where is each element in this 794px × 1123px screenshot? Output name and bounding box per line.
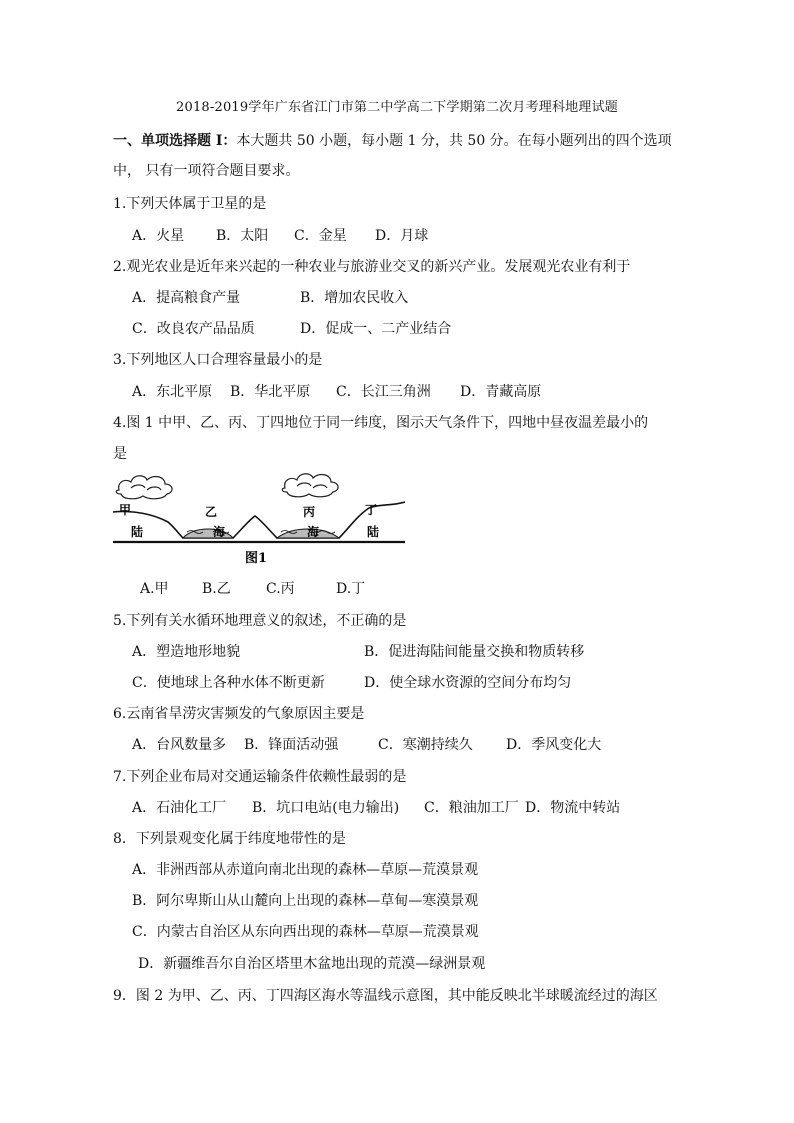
question-7-option-b: B．坑口电站(电力输出)	[252, 800, 400, 816]
question-5-option-c: C．使地球上各种水体不断更新	[132, 675, 325, 691]
question-3-option-a: A．东北平原	[132, 384, 213, 400]
question-4-option-b: B.乙	[202, 581, 231, 597]
question-2-stem: 2.观光农业是近年来兴起的一种农业与旅游业交叉的新兴产业。发展观光农业有利于	[113, 259, 631, 275]
question-8-option-b: B．阿尔卑斯山从山麓向上出现的森林—草甸—寒漠景观	[132, 893, 479, 909]
question-2-option-a: A．提高粮食产量	[132, 290, 241, 306]
question-8-stem: 8．下列景观变化属于纬度地带性的是	[113, 831, 346, 847]
question-5-stem: 5.下列有关水循环地理意义的叙述，不正确的是	[113, 613, 407, 629]
section-intro-line-1	[113, 130, 672, 150]
question-5-option-b: B．促进海陆间能量交换和物质转移	[364, 644, 585, 660]
question-8-option-c: C．内蒙古自治区从东向西出现的森林—草原—荒漠景观	[132, 924, 479, 940]
figure-caption: 图1	[245, 551, 268, 566]
section-intro-line-2: 中， 只有一项符合题目要求。	[113, 163, 300, 179]
label-hai-left: 海	[213, 525, 226, 539]
question-8-option-a: A．非洲西部从赤道向南北出现的森林—草原—荒漠景观	[132, 862, 479, 878]
question-7-option-a: A．石油化工厂	[132, 800, 227, 816]
label-bing: 丙	[303, 505, 316, 519]
question-2-option-d: D．促成一、二产业结合	[300, 321, 452, 337]
label-jia: 甲	[119, 503, 132, 517]
question-9-stem: 9．图 2 为甲、乙、丙、丁四海区海水等温线示意图，其中能反映北半球暖流经过的海区	[113, 988, 658, 1004]
question-4-option-c: C.丙	[266, 581, 295, 597]
label-lu-right: 陆	[367, 525, 380, 539]
question-4-option-a: A.甲	[140, 581, 169, 597]
section-heading: 一、单项选择题 I：	[113, 133, 237, 149]
question-1-option-c: C．金星	[294, 228, 347, 244]
coastline-terrain	[113, 502, 405, 538]
question-7-option-c: C．粮油加工厂	[424, 800, 519, 816]
label-ding: 丁	[365, 503, 378, 517]
question-3-stem: 3.下列地区人口合理容量最小的是	[113, 352, 323, 368]
question-4-stem-line-2: 是	[113, 446, 127, 462]
question-4-stem-line-1: 4.图 1 中甲、乙、丙、丁四地位于同一纬度，图示天气条件下，四地中昼夜温差最小的	[113, 415, 649, 431]
question-1-option-d: D．月球	[375, 228, 429, 244]
question-3-option-c: C．长江三角洲	[336, 384, 431, 400]
question-7-option-d: D．物流中转站	[525, 800, 621, 816]
label-lu-left: 陆	[131, 525, 144, 539]
question-6-option-c: C．寒潮持续久	[378, 737, 473, 753]
label-hai-right: 海	[307, 525, 320, 539]
question-6-stem: 6.云南省旱涝灾害频发的气象原因主要是	[113, 706, 365, 722]
question-1-stem: 1.下列天体属于卫星的是	[113, 196, 267, 212]
question-3-option-b: B．华北平原	[230, 384, 311, 400]
label-yi: 乙	[205, 505, 218, 519]
question-5-option-d: D．使全球水资源的空间分布均匀	[364, 675, 572, 691]
question-6-option-b: B．锋面活动强	[244, 737, 339, 753]
question-1-option-a: A．火星	[132, 228, 185, 244]
cloud-left-icon	[116, 476, 172, 499]
page-title: 2018-2019学年广东省江门市第二中学高二下学期第二次月考理科地理试题	[176, 100, 618, 115]
question-6-option-d: D．季风变化大	[506, 737, 602, 753]
question-3-option-d: D．青藏高原	[460, 384, 542, 400]
question-4-option-d: D.丁	[336, 581, 366, 597]
cloud-right-icon	[282, 474, 338, 497]
question-2-option-c: C．改良农产品品质	[132, 321, 255, 337]
question-5-option-a: A．塑造地形地貌	[132, 644, 241, 660]
section-intro-text: 本大题共 50 小题，每小题 1 分，共 50 分。在每小题列出的四个选项	[236, 133, 672, 149]
question-2-option-b: B．增加农民收入	[300, 290, 409, 306]
question-6-option-a: A．台风数量多	[132, 737, 227, 753]
question-1-option-b: B．太阳	[216, 228, 269, 244]
figure-1-diagram	[113, 470, 405, 570]
question-7-stem: 7.下列企业布局对交通运输条件依赖性最弱的是	[113, 769, 407, 785]
question-8-option-d: D．新疆维吾尔自治区塔里木盆地出现的荒漠—绿洲景观	[138, 956, 486, 972]
